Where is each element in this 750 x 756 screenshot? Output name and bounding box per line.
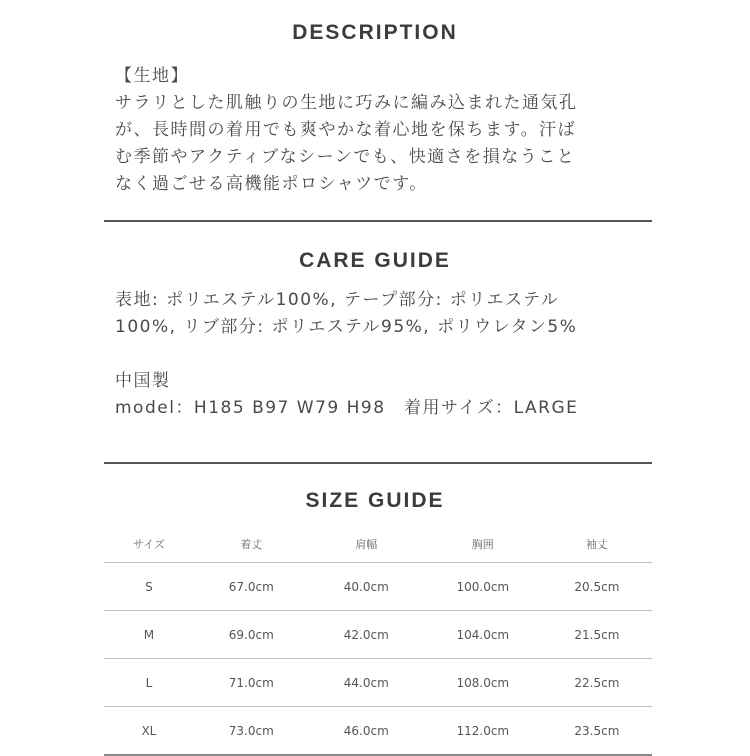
cell-size: S [104, 563, 194, 611]
description-line: が、長時間の着用でも爽やかな着心地を保ちます。汗ば [115, 120, 577, 140]
model-text: model：H185 B97 W79 H98 着用サイズ：LARGE [115, 398, 579, 418]
cell-shoulder: 40.0cm [309, 563, 424, 611]
cell-size: L [104, 659, 194, 707]
cell-size: M [104, 611, 194, 659]
care-guide-materials [115, 287, 645, 341]
cell-shoulder: 44.0cm [309, 659, 424, 707]
table-row [104, 563, 652, 611]
table-row [104, 611, 652, 659]
cell-chest: 108.0cm [424, 659, 542, 707]
description-line: なく過ごせる高機能ポロシャツです。 [115, 174, 428, 194]
description-line: 【生地】 [115, 66, 189, 86]
header-length: 着丈 [194, 526, 309, 563]
description-line: サラリとした肌触りの生地に巧みに編み込まれた通気孔 [115, 93, 578, 113]
cell-sleeve: 23.5cm [542, 707, 652, 756]
cell-sleeve: 20.5cm [542, 563, 652, 611]
cell-length: 69.0cm [194, 611, 309, 659]
cell-shoulder: 46.0cm [309, 707, 424, 756]
description-line: む季節やアクティブなシーンでも、快適さを損なうこと [115, 147, 576, 167]
header-chest: 胸囲 [424, 526, 542, 563]
cell-size: XL [104, 707, 194, 756]
cell-length: 67.0cm [194, 563, 309, 611]
cell-sleeve: 22.5cm [542, 659, 652, 707]
table-row [104, 659, 652, 707]
section-divider [104, 220, 652, 222]
material-line: 表地: ポリエステル100%, テープ部分: ポリエステル [115, 290, 560, 310]
cell-chest: 104.0cm [424, 611, 542, 659]
care-guide-origin-block [115, 368, 645, 422]
header-shoulder: 肩幅 [309, 526, 424, 563]
section-divider [104, 462, 652, 464]
cell-length: 71.0cm [194, 659, 309, 707]
care-guide-title: CARE GUIDE [299, 249, 451, 272]
header-sleeve: 袖丈 [542, 526, 652, 563]
description-body [115, 63, 645, 198]
size-table [104, 526, 652, 756]
cell-length: 73.0cm [194, 707, 309, 756]
description-title: DESCRIPTION [292, 21, 458, 44]
cell-chest: 112.0cm [424, 707, 542, 756]
size-guide-title: SIZE GUIDE [305, 489, 445, 512]
material-line: 100%, リブ部分: ポリエステル95%, ポリウレタン5% [115, 317, 578, 337]
cell-sleeve: 21.5cm [542, 611, 652, 659]
origin-text: 中国製 [115, 371, 171, 391]
cell-shoulder: 42.0cm [309, 611, 424, 659]
cell-chest: 100.0cm [424, 563, 542, 611]
size-table-header-row [104, 526, 652, 563]
header-size: サイズ [104, 526, 194, 563]
table-row [104, 707, 652, 756]
